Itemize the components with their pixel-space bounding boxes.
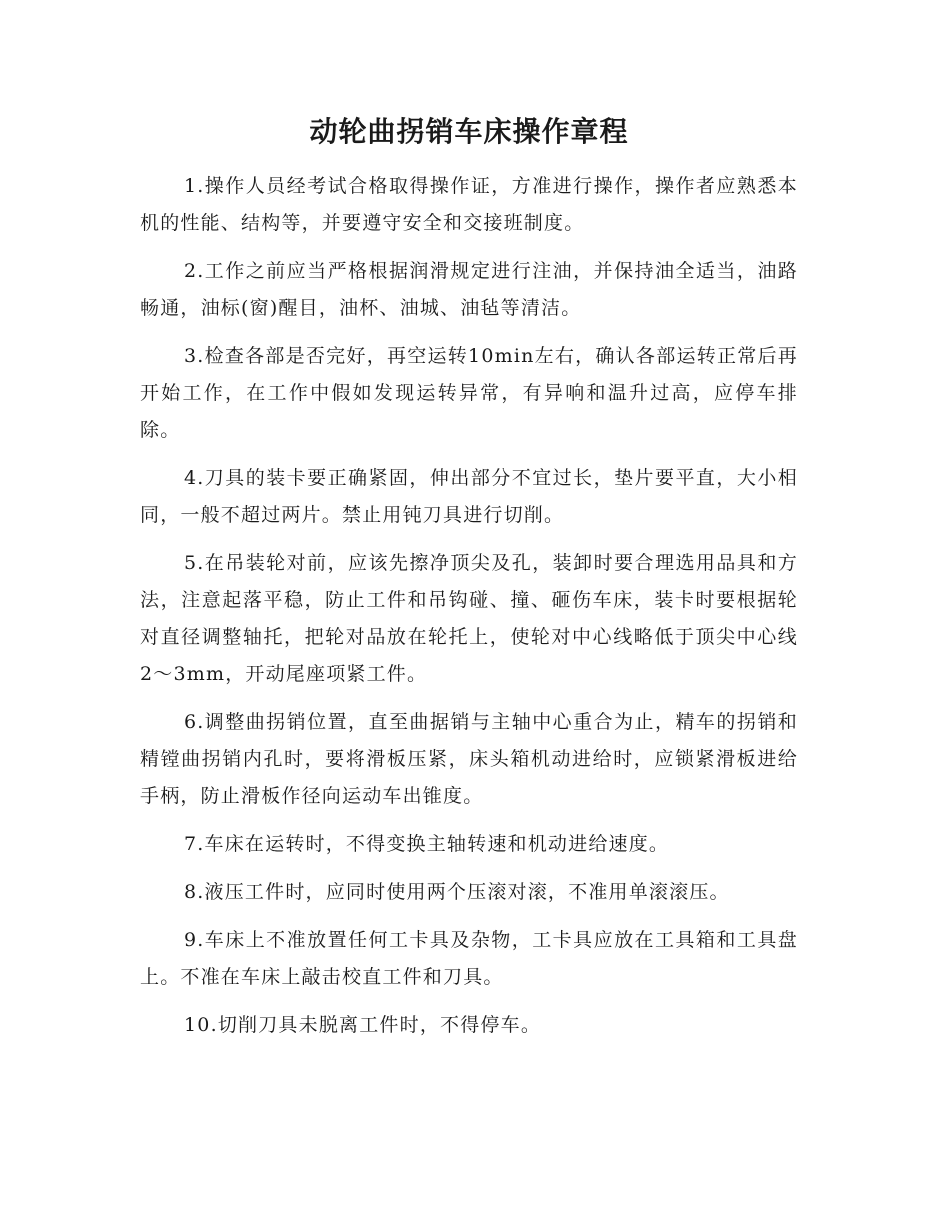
rule-paragraph-7: 7.车床在运转时，不得变换主轴转速和机动进给速度。	[184, 833, 670, 855]
rule-paragraph-10: 10.切削刀具未脱离工件时，不得停车。	[184, 1014, 542, 1036]
document-title: 动轮曲拐销车床操作章程	[309, 115, 629, 148]
rule-paragraph-9: 9.车床上不准放置任何工卡具及杂物，工卡具应放在工具箱和工具盘上。不准在车床上敲击校直工件和刀具。	[140, 929, 798, 988]
rule-paragraph-4: 4.刀具的装卡要正确紧固，伸出部分不宜过长，垫片要平直，大小相同，一般不超过两片。禁止用钝刀具进行切削。	[140, 467, 798, 526]
document-body	[140, 168, 798, 1044]
rule-paragraph-2: 2.工作之前应当严格根据润滑规定进行注油，并保持油全适当，油路畅通，油标(窗)醒目，油杯、油城、油毡等清洁。	[140, 260, 798, 319]
rule-paragraph-3: 3.检查各部是否完好，再空运转10min左右，确认各部运转正常后再开始工作，在工作中假如发现运转异常，有异响和温升过高，应停车排除。	[140, 345, 798, 441]
rule-paragraph-6: 6.调整曲拐销位置，直至曲据销与主轴中心重合为止，精车的拐销和精镗曲拐销内孔时，要将滑板压紧，床头箱机动进给时，应锁紧滑板进给手柄，防止滑板作径向运动车出锥度。	[140, 711, 798, 807]
rule-paragraph-8: 8.液压工件时，应同时使用两个压滚对滚，不准用单滚滚压。	[184, 881, 730, 903]
rule-paragraph-5: 5.在吊装轮对前，应该先擦净顶尖及孔，装卸时要合理选用品具和方法，注意起落平稳，防止工件和吊钩碰、撞、砸伤车床，装卡时要根据轮对直径调整轴托，把轮对品放在轮托上，使轮对中心线略低于顶尖中心线2～3mm，开动尾座项紧工件。	[140, 552, 798, 685]
rule-paragraph-1: 1.操作人员经考试合格取得操作证，方准进行操作，操作者应熟悉本机的性能、结构等，并要遵守安全和交接班制度。	[140, 175, 798, 234]
